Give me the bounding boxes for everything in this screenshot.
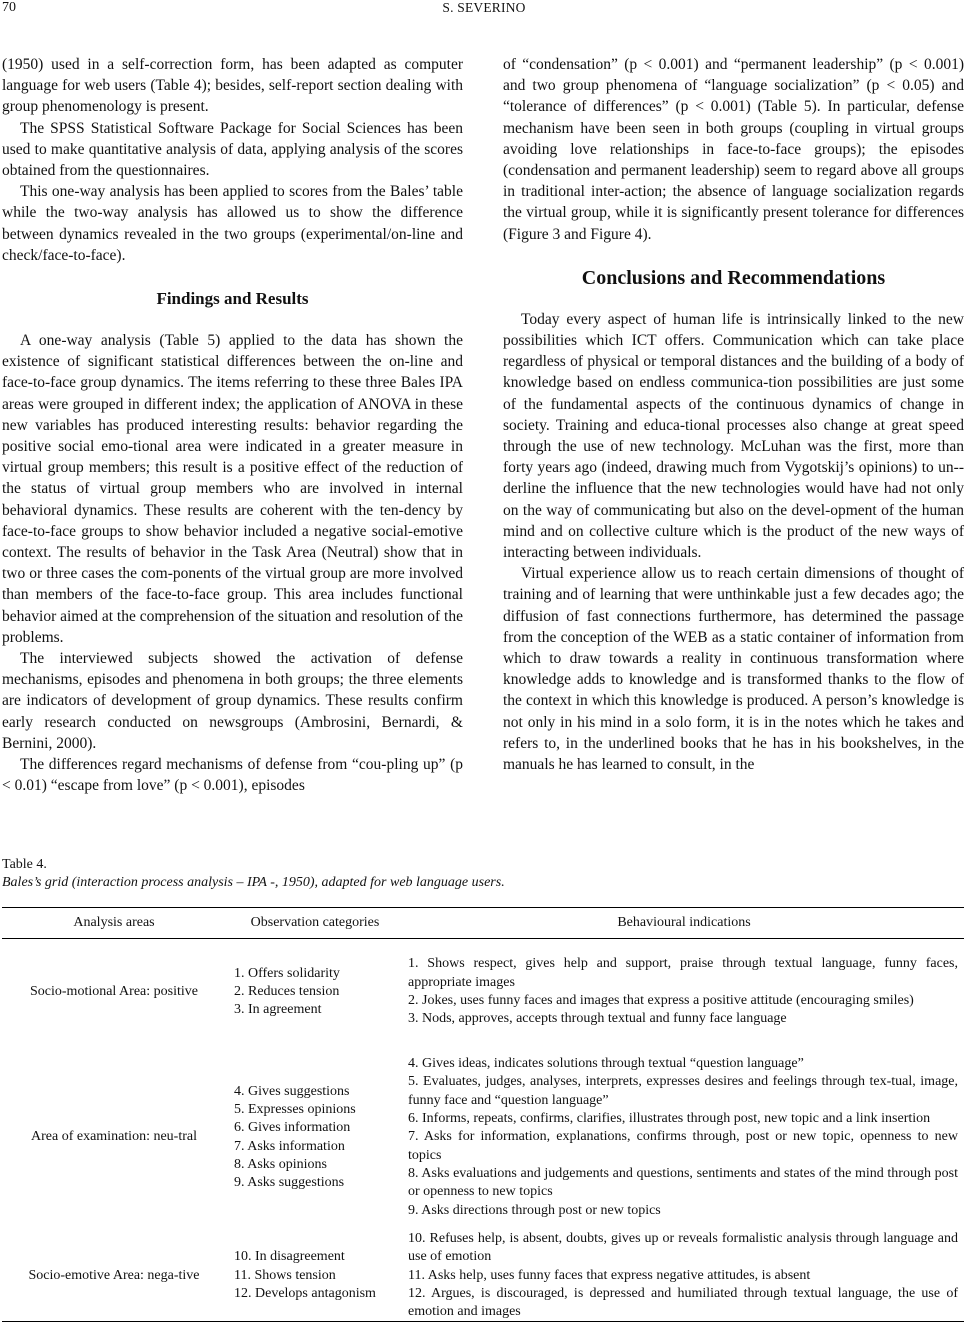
table-row	[2, 1045, 964, 1230]
paragraph: The SPSS Statistical Software Package for Social Sciences has been used to make quantitative analysis of data, applying analysis of the scores obtained from the questionnaires.	[2, 119, 463, 180]
section-heading-conclusions: Conclusions and Recommendations	[581, 266, 886, 289]
paragraph: Virtual experience allow us to reach certain dimensions of thought of training and of learning that were unthinkable just a few decades ago; the diffusion of fast connections furthermore, has determined the passage from the conception of the WEB as a static container of information from which to draw towards a reality in continuous transformation where knowledge adds to knowledge and is transformed thanks to the flow of the context in which this knowledge is produced. A person’s knowledge is not only in his mind in a solo form, it is in the notes which he takes and refers to, in the underlined books that he has in his bookshelves, in the manuals he has learned to consult, in the	[503, 565, 964, 774]
paragraph: of “condensation” (p < 0.001) and “permanent leadership” (p < 0.001) and two group phenomena of “language socialization” (p < 0.05) and “tolerance of differences” (p < 0.001) (Table 5). In particular, defense mechanism have been seen in both groups (coupling in virtual groups avoiding love relationships in face-to-face groups); the episodes (condensation and permanent leadership) seem to regard above all groups in traditional inter-action; the absence of language socialization regards the virtual group, while it is significantly present tolerance for differences (Figure 3 and Figure 4).	[503, 56, 964, 243]
column-header: Analysis areas	[2, 908, 226, 939]
page-number: 70	[2, 0, 16, 15]
column-header: Observation categories	[226, 908, 404, 939]
observation-categories: 10. In disagreement 11. Shows tension 12. Develops antagonism	[226, 1230, 404, 1322]
behavioural-indications: 1. Shows respect, gives help and support, praise through textual language, funny faces, appropriate images 2. Jokes, uses funny faces and images that express a positive attitude (encouraging smiles) 3. Nods, approves, accepts through textual and funny face language	[408, 956, 958, 1027]
analysis-area: Socio-emotive Area: nega-tive	[2, 1230, 226, 1322]
table-caption	[2, 856, 505, 892]
left-column	[2, 54, 463, 797]
right-column	[503, 54, 964, 775]
paragraph: (1950) used in a self-correction form, has been adapted as computer language for web users (Table 4); besides, self-report section dealing with group phenomenology is present.	[2, 56, 463, 116]
behavioural-indications: 10. Refuses help, is absent, doubts, gives up or reveals formalistic analysis through language and use of emotion 11. Asks help, uses funny faces that express negative attitudes, is absent 12. Argues, is discouraged, is depressed and humiliated through textual language, the use of emotion and images	[404, 1230, 964, 1322]
observation-categories: 1. Offers solidarity 2. Reduces tension 3. In agreement	[234, 965, 340, 1018]
running-head-author: S. SEVERINO	[442, 0, 526, 15]
paragraph: A one-way analysis (Table 5) applied to the data has shown the existence of significant statistical differences between the on-line and face-to-face group dynamics. The items referring to these three Bales IPA areas were grouped in different index; the application of ANOVA in these new variables has produced interesting results: behavior regarding the positive social emo-tional area were indicated in a greater measure in virtual group members; this result is a positive effect of the reduction of the status of virtual group members who are involved in internal behavioral dynamics. These results are coherent with the ten-dency by face-to-face groups to show behavior included a negative social-emotive context. The results of behavior in the Task Area (Neutral) show that in two or three cases the com-ponents of the virtual group are more involved than members of the face-to-face group. This area includes functional behavior aimed at the comprehension of the situation and resolution of the problems.	[2, 332, 463, 646]
section-heading-findings: Findings and Results	[156, 289, 309, 309]
paragraph: The differences regard mechanisms of defense from “cou-pling up” (p < 0.01) “escape from love” (p < 0.001), episodes	[2, 756, 463, 795]
bales-grid-table	[2, 907, 964, 1322]
table-4	[2, 907, 964, 1322]
table-row	[2, 1230, 964, 1322]
running-head	[0, 0, 968, 18]
behavioural-indications: 4. Gives ideas, indicates solutions through textual “question language” 5. Evaluates, judges, analyses, interprets, expresses desires and feelings through tex-tual, image, funny face and “question language” 6. Informs, repeats, confirms, clarifies, illustrates through post, new topic and a link insertion 7. Asks for information, explanations, confirms through, post or new topic, openness to new topics 8. Asks evaluations and judgements and questions, sentiments and states of the mind through post or openness to new topics 9. Asks directions through post or new topics	[408, 1056, 958, 1218]
paragraph: Today every aspect of human life is intrinsically linked to the new possibilities which ICT offers. Communication which can take place regardless of physical or temporal distances and the building of a body of knowledge based on endless communica-tion possibilities are just some of the fundamental aspects of the continuous dynamics of change in society. Training and educa-tional processes also change at great speed through the use of new technology. McLuhan was the first, more than forty years ago (indeed, drawing much from Vygotskij’s opinions) to un--derline the influence that the new technologies would have had not only on the way of communicating but also on the devel-opment of the human mind and on collective culture which is the product of the new ways of interacting between individuals.	[503, 310, 964, 562]
paragraph: The interviewed subjects showed the activation of defense mechanisms, episodes and phenomena in both groups; the three elements are indicators of development of group dynamics. These results confirm early research conducted on newsgroups (Ambrosini, Bernardi, & Bernini, 2000).	[2, 650, 463, 752]
table-title: Bales’s grid (interaction process analysis – IPA -, 1950), adapted for web language users.	[2, 875, 505, 890]
column-header: Behavioural indications	[404, 908, 964, 939]
analysis-area: Socio-motional Area: positive	[30, 983, 198, 999]
paragraph: This one-way analysis has been applied to scores from the Bales’ table while the two-way analysis has allowed us to show the difference between dynamics revealed in the two groups (experimental/on-line and check/face-to-face).	[2, 183, 463, 264]
table-row	[2, 939, 964, 1046]
table-label: Table 4.	[2, 857, 47, 872]
analysis-area: Area of examination: neu-tral	[31, 1129, 197, 1145]
observation-categories: 4. Gives suggestions 5. Expresses opinions 6. Gives information 7. Asks information 8. Asks opinions 9. Asks suggestions	[234, 1083, 356, 1191]
